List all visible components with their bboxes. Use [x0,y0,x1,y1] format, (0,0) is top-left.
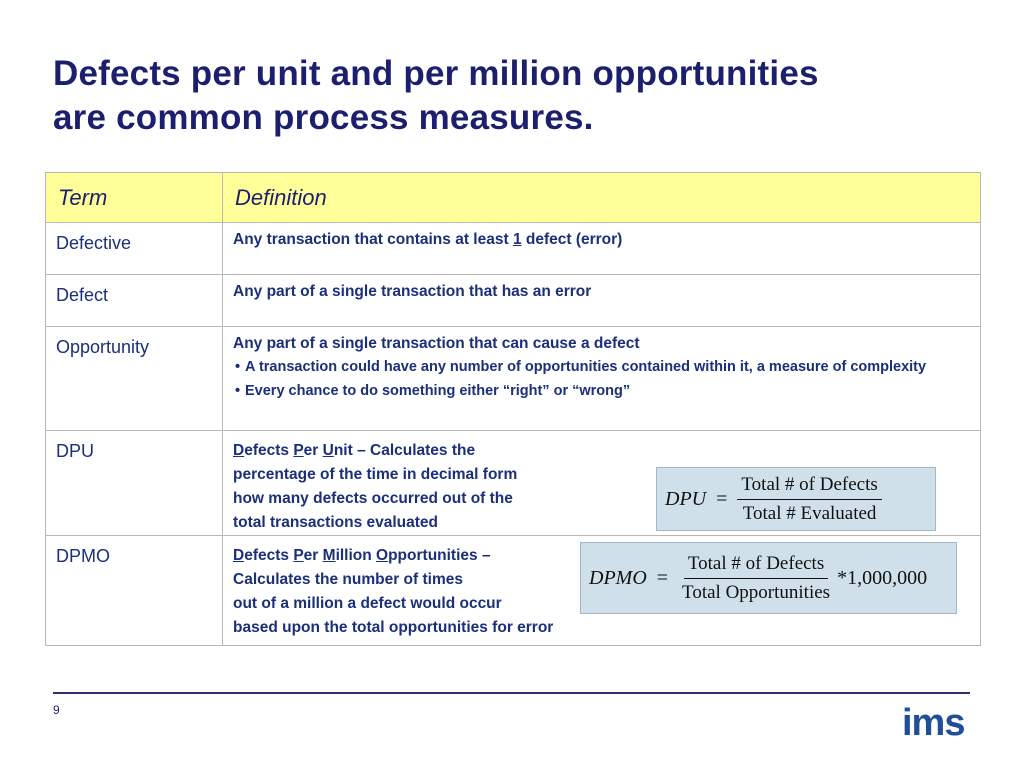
description-line: out of a million a defect would occur [233,595,502,612]
formula-lhs: DPMO [589,566,647,589]
term-dpmo: DPMO [46,536,223,646]
slide-title [53,52,993,140]
term-defect: Defect [46,275,223,327]
formula-fraction [737,474,881,525]
description-line: percentage of the time in decimal form [233,466,518,483]
acronym-letter: U [322,442,334,459]
formula-lhs: DPU [665,487,707,510]
formula-numerator: Total # of Defects [737,474,881,500]
acronym-letter: P [293,442,304,459]
formula-fraction [678,553,834,604]
acronym-letter: D [233,547,245,564]
acronym-letter: P [293,547,304,564]
table-row [46,431,981,536]
table-row [46,327,981,431]
acronym-rest: efects [244,442,294,459]
table-row [46,536,981,646]
formula-numerator: Total # of Defects [684,553,828,579]
bullet-list [233,357,970,401]
bullet-item: • Every chance to do something either “right” or “wrong” [233,381,970,401]
acronym-letter: M [322,547,336,564]
definition-text: Any transaction that contains at least [233,231,513,248]
formula-denominator: Total Opportunities [682,581,831,603]
footer-divider [53,692,970,694]
acronym-rest: nit – Calculates the [333,442,476,459]
acronym-letter: O [376,547,389,564]
term-dpu: DPU [46,431,223,536]
definition-emphasis: 1 [512,231,522,248]
slide-title-line-1: Defects per unit and per million opportunities [53,54,819,93]
header-term: Term [46,173,223,223]
ims-logo: ims [902,702,965,744]
table-header-row [46,173,981,223]
formula-equals: = [716,487,728,510]
formula-multiplier: *1,000,000 [837,566,928,589]
description-line: Calculates the number of times [233,571,463,588]
term-defective: Defective [46,223,223,275]
description-line: how many defects occurred out of the [233,490,513,507]
page-number: 9 [53,703,60,717]
acronym-rest: pportunities – [388,547,491,564]
formula-equals: = [656,566,669,589]
acronym-rest: efects [244,547,294,564]
acronym-line [233,439,970,463]
acronym-rest: er [303,442,323,459]
definition-text: Any part of a single transaction that can cause a defect [233,335,640,352]
definition-dpu [223,431,981,536]
table-row [46,275,981,327]
definitions-table [45,172,981,646]
dpu-formula [656,467,936,531]
formula-denominator: Total # Evaluated [742,502,877,524]
definition-text: defect (error) [521,231,623,248]
definition-defective [223,223,981,275]
acronym-letter: D [233,442,245,459]
description-line: total transactions evaluated [233,514,439,531]
dpmo-formula [580,542,957,614]
acronym-rest: er [303,547,323,564]
description-line: based upon the total opportunities for error [233,619,554,636]
definition-defect: Any part of a single transaction that has an error [223,275,981,327]
definition-opportunity [223,327,981,431]
table-row [46,223,981,275]
acronym-rest: illion [335,547,377,564]
header-definition: Definition [223,173,981,223]
term-opportunity: Opportunity [46,327,223,431]
definition-dpmo [223,536,981,646]
bullet-item: • A transaction could have any number of opportunities contained within it, a measure of complexity [233,357,970,377]
slide-title-line-2: are common process measures. [53,98,594,137]
